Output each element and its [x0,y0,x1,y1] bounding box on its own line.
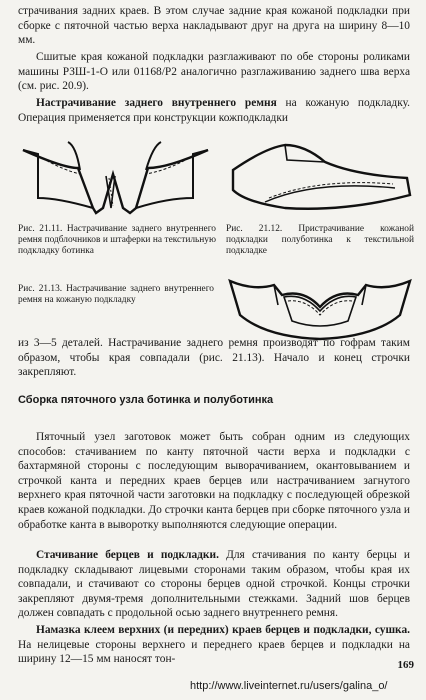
paragraph-3-rest: на кожаную подкладку. Операция применяется при конструкции кожподкладки [18,97,410,124]
paragraph-7-rest: На нелицевые стороны верхнего и переднего краев берцев и подкладки на ширину 12—15 мм наносят тон- [18,638,410,666]
figure-21-11 [18,138,213,218]
paragraph-4: из 3—5 деталей. Настрачивание заднего ремня производят по гофрам таким образом, чтобы края совпадали (рис. 21.13). Начало и конец строчки закрепляют. [18,337,410,379]
paragraph-6-bold: Стачивание берцев и подкладки. [36,549,219,561]
paragraph-6-rest: Для стачивания по канту берцы и подкладку складывают лицевыми сторонами таким образом, чтобы края их совпадали, и стачивают со стороны берцев одной строчкой. Концы строчки закрепляют двумя-тремя дополнительными стежками. Задний шов берцев должен совпадать с продольной осью заднего внутреннего ремня. [18,549,410,620]
paragraph-3-bold: Настрачивание заднего внутреннего ремня [36,97,277,109]
paragraph-5: Пяточный узел заготовок может быть собран одним из следующих способов: стачиванием по канту пяточной части верха и подкладки с бахтармяной стороны с последующим выворачиванием, окантовыванием и строчкой канта и передних краев берцев или настрачиванием загнутого верхнего края пяточной части заготовки на подкладку с последующей обрезкой краев кожаной подкладки. До строчки канта берцев при сборке пяточного узла и обработке канта в выворотку выполняются следующие операции. [18,431,410,531]
section-heading: Сборка пяточного узла ботинка и полуботинка [18,394,274,406]
source-url: http://www.liveinternet.ru/users/galina_o/ [190,680,388,692]
figure-21-12 [225,140,415,212]
page-number: 169 [397,659,414,671]
figure-21-13-caption: Рис. 21.13. Настрачивание заднего внутреннего ремня на кожаную подкладку [18,284,214,305]
paragraph-6 [18,548,410,621]
figure-21-12-caption: Рис. 21.12. Пристрачивание кожаной подкладки полуботинка к текстильной подкладке [226,224,414,256]
paragraph-7-bold: Намазка клеем верхних (и передних) краев берцев и подкладки, сушка. [36,624,410,636]
paragraph-7 [18,623,410,667]
figure-21-13 [224,275,416,343]
paragraph-2: Сшитые края кожаной подкладки разглаживают по обе стороны роликами машины РЗШ-1-О или 01168/Р2 аналогично разглаживанию заднего шва верха (см. рис. 20.9). [18,51,410,93]
paragraph-1: страчивания задних краев. В этом случае задние края кожаной подкладки при сборке с пяточной частью верха накладывают друг на друга на ширину 8—10 мм. [18,5,410,47]
paragraph-3 [18,96,410,125]
figure-21-11-caption: Рис. 21.11. Настрачивание заднего внутреннего ремня подблочников и штаферки на текстильную подкладку ботинка [18,224,216,256]
